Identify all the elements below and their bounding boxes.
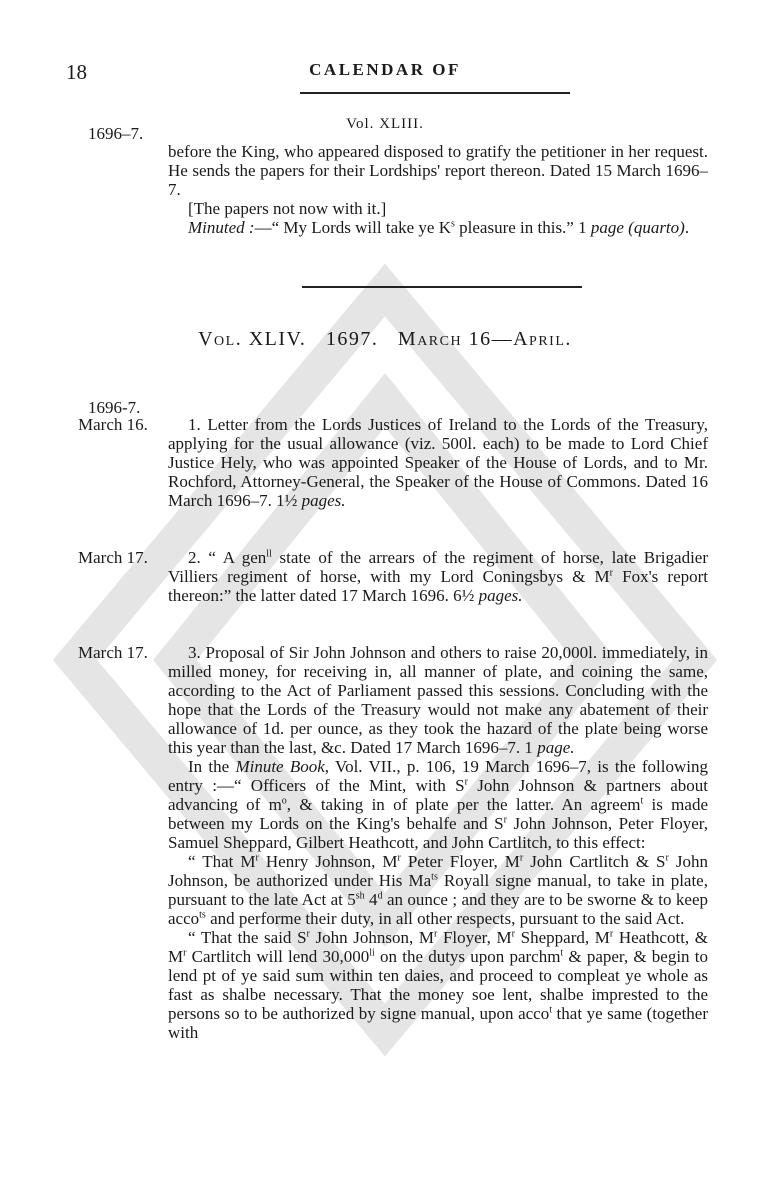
agreement-paragraph-1: “ That $M^r$ Henry Johnson, $M^r$ Peter Floyer, $M^r$ John Cartlitch & $S^r$ John Johnson, be authorized under His $Ma^{ts}$ Royall signe manual, to take in plate, pursuant to the late Act at $5^{sh}$ 4$^d$ an ounce ; and they are to be sworne & to keep acco$^{ts}$ and performe their duty, in all other respects, pursuant to the said Act.	[168, 852, 709, 928]
entry-3-text: 3. Proposal of Sir John Johnson and others to raise 20,000l. immediately, in milled money, for receiving in, all manner of plate, and coining the same, according to the Act of Parliament passed this sessions. Concluding with the hope that the Lords of the Treasury would not make any abatement of their allowance of 1d. per ounce, as they took the hazard of the plate being worse this year than the last, &c. Dated 17 March 1696–7. 1 page. In the Minute Book, Vol. VII., p. 106, 19 March 1696–7, is the following entry :—“ Officers of the Mint, with $S^r$ John Johnson & partners about advancing of $m^o$, & taking in of plate per the latter. An agreem$^t$ is made between my Lords on the King's behalfe and $S^r$ John Johnson, Peter Floyer, Samuel Sheppard, Gilbert Heathcott, and John Cartlitch, to this effect: “ That $M^r$ Henry Johnson, $M^r$ Peter Floyer, $M^r$ John Cartlitch & $S^r$ John Johnson, be authorized under His $Ma^{ts}$ Royall signe manual, to take in plate, pursuant to the late Act at $5^{sh}$ 4$^d$ an ounce ; and they are to be sworne & to keep acco$^{ts}$ and performe their duty, in all other respects, pursuant to the said Act. “ That the said $S^r$ John Johnson, $M^r$ Floyer, $M^r$ Sheppard, $M^r$ Heathcott, & $M^r$ Cartlitch will lend $30,000^{li}$ on the dutys upon parchm$^t$ & paper, & begin to lend pt of ye said sum within ten daies, and proceed to compleat ye whole as fast as shalbe necessary. That the money soe lent, shalbe imprested to the persons so to be authorized by signe manual, upon acco$^t$ that ye same (together with	[168, 643, 709, 1042]
running-title: CALENDAR OF	[309, 60, 461, 79]
volume-heading: Vol. XLIV. 1697. March 16—April.	[198, 328, 572, 350]
margin-date: March 16.	[78, 415, 148, 434]
margin-year: 1696–7.	[88, 124, 144, 143]
papers-note: [The papers not now with it.]	[188, 199, 387, 218]
header-rule	[300, 92, 570, 94]
page-number: 18	[66, 60, 87, 84]
agreement-paragraph-2: “ That the said $S^r$ John Johnson, $M^r$ Floyer, $M^r$ Sheppard, $M^r$ Heathcott, & $M^r$ Cartlitch will lend $30,000^{li}$ on the dutys upon parchm$^t$ & paper, & begin to lend pt of ye said sum within ten daies, and proceed to compleat ye whole as fast as shalbe necessary. That the money soe lent, shalbe imprested to the persons so to be authorized by signe manual, upon acco$^t$ that ye same (together with	[168, 928, 709, 1042]
minute-book-paragraph: In the Minute Book, Vol. VII., p. 106, 19 March 1696–7, is the following entry :—“ Officers of the Mint, with $S^r$ John Johnson & partners about advancing of $m^o$, & taking in of plate per the latter. An agreem$^t$ is made between my Lords on the King's behalfe and $S^r$ John Johnson, Peter Floyer, Samuel Sheppard, Gilbert Heathcott, and John Cartlitch, to this effect:	[168, 757, 708, 852]
previous-volume-text	[168, 142, 708, 237]
margin-date: March 17.	[78, 548, 148, 567]
margin-date: March 17.	[78, 643, 148, 662]
margin-year: 1696-7.	[88, 398, 141, 417]
previous-entry-paragraph: before the King, who appeared disposed to gratify the petitioner in her request. He sends the papers for their Lordships' report thereon. Dated 15 March 1696–7.	[168, 142, 708, 199]
section-rule	[302, 286, 582, 288]
previous-volume-label: Vol. XLIII.	[346, 116, 424, 132]
entry-1-text: 1. Letter from the Lords Justices of Ireland to the Lords of the Treasury, applying for the usual allowance (viz. 500l. each) to be made to Lord Chief Justice Hely, who was appointed Speaker of the House of Lords, and to Mr. Rochford, Attorney-General, the Speaker of the House of Commons. Dated 16 March 1696–7. 1½ pages.	[168, 415, 708, 510]
minuted-note: Minuted :—“ My Lords will take ye $K^s$ pleasure in this.” 1 page (quarto).	[188, 218, 690, 237]
entry-2-text: 2. “ A gen$^{ll}$ state of the arrears of the regiment of horse, late Brigadier Villiers regiment of horse, with my Lord Coningsbys & $M^r$ Fox's report thereon:” the latter dated 17 March 1696. 6½ pages.	[168, 548, 708, 605]
